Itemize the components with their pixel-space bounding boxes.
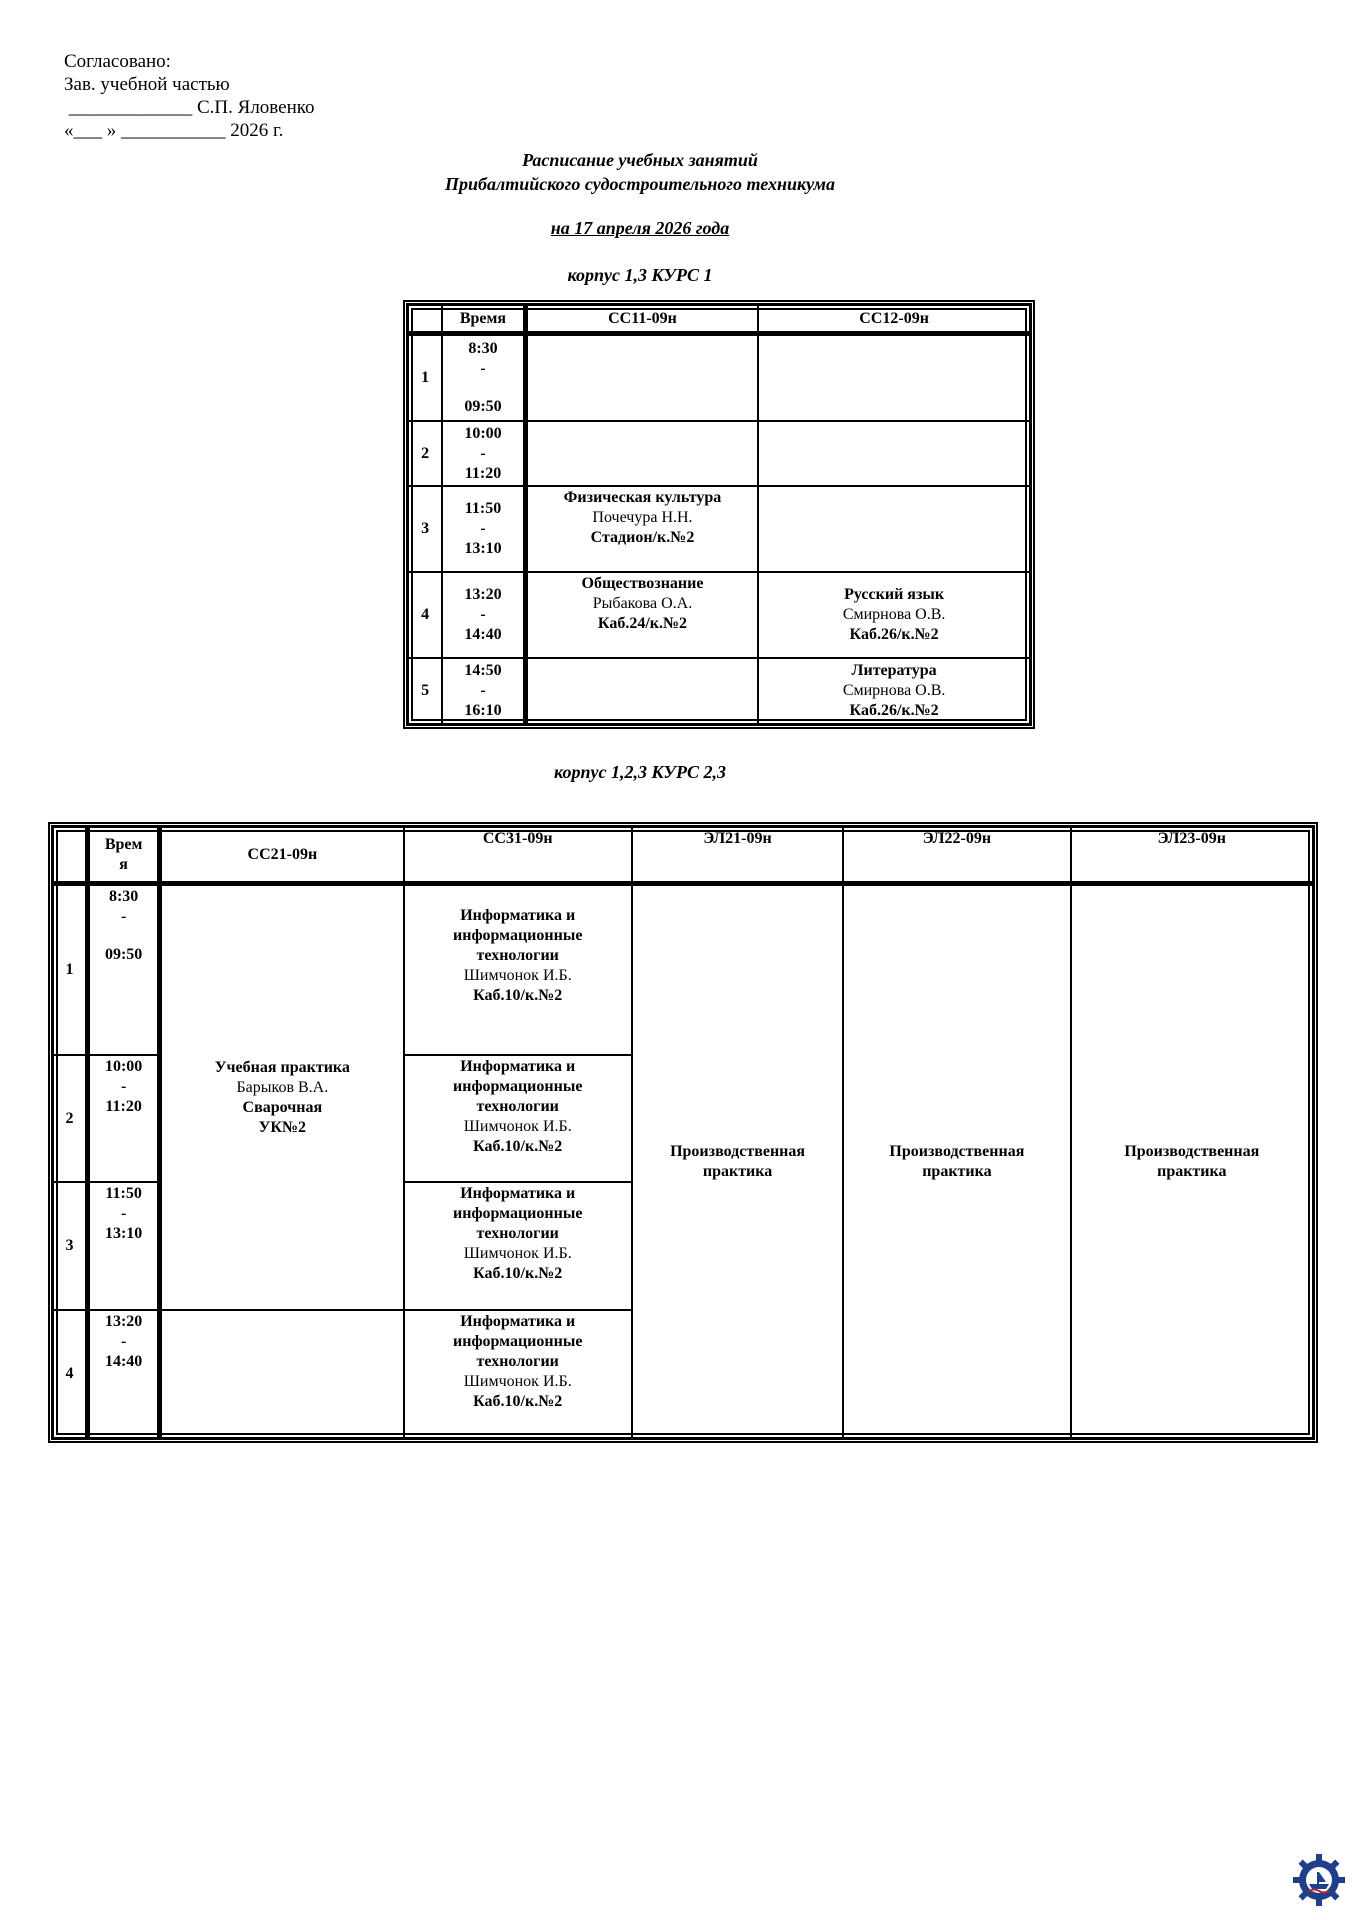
time-start: 14:50	[464, 662, 502, 679]
room: Каб.10/к.№2	[473, 1265, 563, 1282]
time-start: 10:00	[464, 424, 502, 442]
time-end: 16:10	[464, 702, 502, 719]
subject: Физическая культура	[563, 489, 722, 506]
schedule-cell-empty	[161, 1310, 403, 1438]
time-header-part: я	[119, 855, 128, 873]
time-start: 11:50	[105, 1185, 142, 1202]
lesson-time	[89, 1310, 161, 1438]
time-start: 10:00	[104, 1058, 143, 1075]
table2-time-header	[89, 827, 161, 885]
time-dash: -	[120, 1333, 127, 1350]
subject: Обществознание	[581, 575, 704, 592]
teacher: Шимчонок И.Б.	[463, 967, 572, 984]
schedule-cell	[758, 658, 1030, 724]
subject: технологии	[476, 1098, 559, 1115]
time-end: 09:50	[464, 398, 502, 415]
schedule-cell-industrial-practice	[632, 885, 843, 1438]
lesson-time	[442, 572, 527, 658]
teacher: Смирнова О.В.	[842, 682, 946, 699]
subject: Литература	[851, 662, 937, 679]
subject: Производственная	[889, 1142, 1025, 1160]
schedule-table-course-1	[403, 300, 1035, 729]
lesson-number: 4	[408, 572, 442, 658]
lesson-number: 1	[408, 335, 442, 421]
time-end: 14:40	[464, 626, 502, 643]
subject: технологии	[476, 947, 559, 964]
time-dash: -	[480, 444, 486, 462]
subject: технологии	[476, 1225, 559, 1242]
subject: информационные	[453, 1205, 583, 1222]
table1-time-header: Время	[442, 305, 527, 335]
time-start: 8:30	[108, 888, 139, 905]
subject: практика	[1157, 1162, 1227, 1180]
room: Каб.10/к.№2	[473, 1138, 563, 1155]
table1-corner	[408, 305, 442, 335]
schedule-date: на 17 апреля 2026 года	[550, 218, 730, 238]
subject: Информатика и	[460, 907, 576, 924]
time-dash: -	[480, 606, 486, 623]
approval-block	[64, 50, 315, 142]
table1-group-header: СС12-09н	[758, 305, 1030, 335]
schedule-cell	[527, 572, 758, 658]
schedule-cell-industrial-practice	[843, 885, 1070, 1438]
lesson-number: 1	[53, 885, 89, 1055]
lesson-time	[442, 335, 527, 421]
lesson-time	[89, 885, 161, 1055]
table2-corner	[53, 827, 89, 885]
time-dash: -	[120, 908, 127, 925]
college-logo-icon	[1292, 1853, 1346, 1907]
table1-group-header: СС11-09н	[527, 305, 758, 335]
lesson-time	[89, 1182, 161, 1310]
schedule-cell-empty	[758, 421, 1030, 486]
subject: Информатика и	[460, 1313, 576, 1330]
approval-line-4: «___ » ___________ 2026 г.	[64, 120, 284, 141]
schedule-cell	[404, 1310, 632, 1438]
lesson-number: 4	[53, 1310, 89, 1438]
schedule-cell	[758, 572, 1030, 658]
teacher: Шимчонок И.Б.	[463, 1245, 572, 1262]
lesson-number: 2	[53, 1055, 89, 1182]
place: Сварочная	[242, 1098, 323, 1116]
schedule-cell	[527, 486, 758, 572]
subject: информационные	[453, 1333, 583, 1350]
time-end: 09:50	[104, 946, 143, 963]
teacher: Шимчонок И.Б.	[463, 1373, 572, 1390]
lesson-number: 3	[408, 486, 442, 572]
schedule-cell	[404, 885, 632, 1055]
table2-group-header: СС21-09н	[161, 827, 403, 885]
subject: Учебная практика	[214, 1058, 350, 1076]
approval-line-3: _____________ С.П. Яловенко	[64, 97, 315, 118]
teacher: Шимчонок И.Б.	[463, 1118, 572, 1135]
room: Каб.26/к.№2	[849, 702, 939, 719]
time-header-part: Врем	[104, 835, 143, 853]
lesson-time	[442, 421, 527, 486]
approval-line-1: Согласовано:	[64, 51, 171, 72]
room: Каб.10/к.№2	[473, 1393, 563, 1410]
teacher: Смирнова О.В.	[842, 606, 946, 623]
time-dash: -	[480, 520, 486, 537]
lesson-time	[442, 486, 527, 572]
teacher: Рыбакова О.А.	[592, 595, 693, 612]
room: Каб.10/к.№2	[473, 987, 563, 1004]
teacher: Почечура Н.Н.	[592, 509, 693, 526]
time-dash: -	[480, 682, 486, 699]
subject: информационные	[453, 1078, 583, 1095]
time-start: 13:20	[464, 586, 502, 603]
schedule-cell	[404, 1055, 632, 1182]
table2-group-header: ЭЛ21-09н	[632, 827, 843, 885]
time-start: 8:30	[468, 340, 498, 357]
table2-group-header: ЭЛ23-09н	[1071, 827, 1313, 885]
schedule-table-course-2-3	[48, 822, 1318, 1443]
schedule-cell-empty	[758, 486, 1030, 572]
lesson-number: 5	[408, 658, 442, 724]
time-end: 13:10	[104, 1225, 143, 1242]
subject: практика	[702, 1162, 773, 1180]
lesson-time	[89, 1055, 161, 1182]
time-end: 11:20	[464, 464, 502, 482]
time-end: 11:20	[105, 1098, 142, 1115]
title-line-1: Расписание учебных занятий	[522, 150, 758, 170]
schedule-cell-empty	[758, 335, 1030, 421]
time-end: 14:40	[104, 1353, 143, 1370]
time-dash: -	[120, 1205, 127, 1222]
section1-title: корпус 1,3 КУРС 1	[567, 265, 713, 285]
document-title	[0, 148, 1280, 196]
subject: технологии	[476, 1353, 559, 1370]
schedule-cell-empty	[527, 658, 758, 724]
subject: Русский язык	[844, 586, 945, 603]
subject: информационные	[453, 927, 583, 944]
subject: практика	[922, 1162, 992, 1180]
table2-group-header: ЭЛ22-09н	[843, 827, 1070, 885]
subject: Информатика и	[460, 1185, 576, 1202]
lesson-number: 3	[53, 1182, 89, 1310]
room: Каб.24/к.№2	[597, 615, 688, 632]
approval-line-2: Зав. учебной частью	[64, 74, 230, 95]
room: Стадион/к.№2	[590, 529, 695, 546]
subject: Производственная	[1124, 1142, 1260, 1160]
schedule-cell	[404, 1182, 632, 1310]
room: УК№2	[258, 1118, 307, 1136]
table2-group-header: СС31-09н	[404, 827, 632, 885]
subject: Информатика и	[460, 1058, 576, 1075]
schedule-cell-industrial-practice	[1071, 885, 1313, 1438]
schedule-cell-empty	[527, 421, 758, 486]
lesson-time	[442, 658, 527, 724]
title-line-2: Прибалтийского судостроительного техникума	[445, 174, 835, 194]
section2-title: корпус 1,2,3 КУРС 2,3	[554, 762, 726, 782]
time-start: 13:20	[104, 1313, 143, 1330]
teacher: Барыков В.А.	[236, 1078, 329, 1096]
time-dash: -	[480, 360, 486, 377]
schedule-cell-empty	[527, 335, 758, 421]
subject: Производственная	[670, 1142, 806, 1160]
room: Каб.26/к.№2	[849, 626, 939, 643]
lesson-number: 2	[408, 421, 442, 486]
time-dash: -	[120, 1078, 127, 1095]
time-end: 13:10	[464, 540, 502, 557]
time-start: 11:50	[464, 500, 502, 517]
schedule-cell-practice	[161, 885, 403, 1310]
